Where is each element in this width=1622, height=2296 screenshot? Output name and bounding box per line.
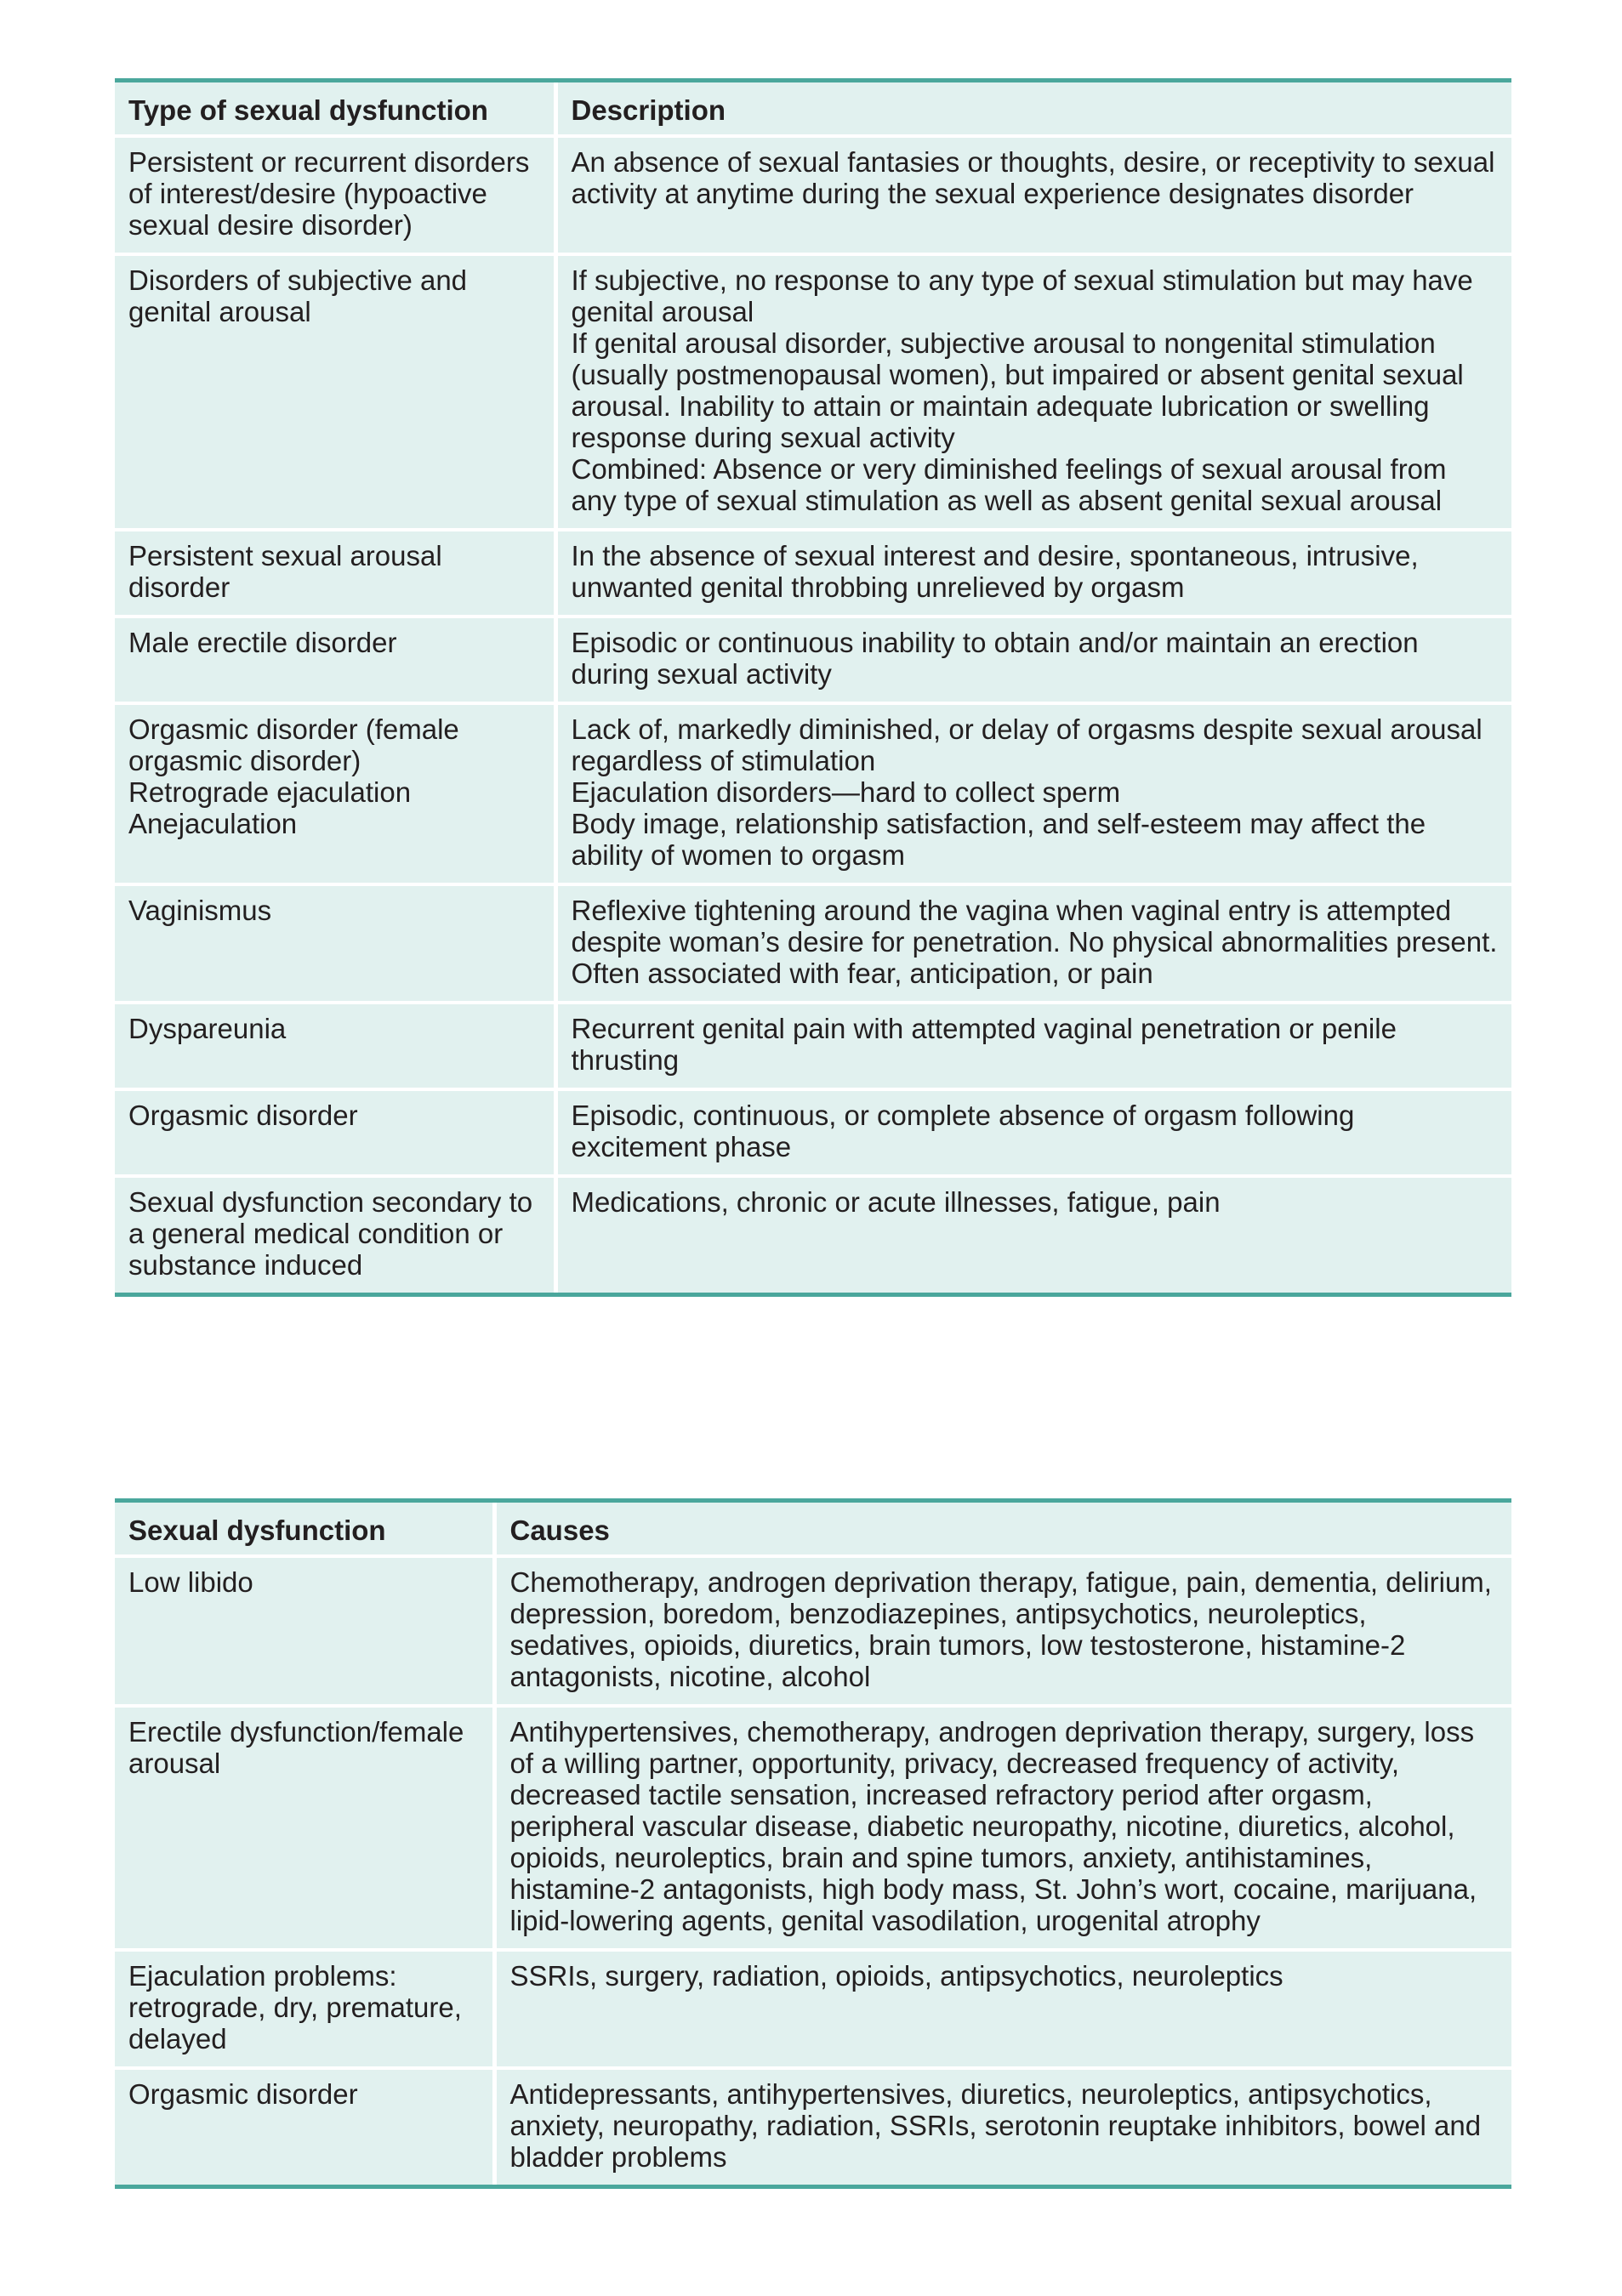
row-label-cell	[115, 617, 555, 703]
row-label-cell	[115, 136, 555, 254]
row-detail-cell	[555, 703, 1511, 884]
table-header-row	[115, 1501, 1511, 1557]
cell-text: Erectile dysfunction/female arousal	[128, 1716, 464, 1779]
cell-text: Anejaculation	[128, 808, 298, 839]
column-header-causes: Causes	[494, 1501, 1511, 1557]
cell-text: Retrograde ejaculation	[128, 776, 412, 808]
row-label-cell	[115, 703, 555, 884]
row-detail-cell	[494, 1950, 1511, 2068]
cell-text: Vaginismus	[128, 895, 272, 926]
cell-text: Persistent or recurrent disorders of interest/desire (hypoactive sexual desire disorder)	[128, 146, 530, 241]
cell-text: Orgasmic disorder	[128, 2078, 358, 2110]
table-row	[115, 530, 1511, 617]
row-detail-cell	[555, 254, 1511, 530]
dysfunction-causes-table	[115, 1498, 1511, 2189]
table-row	[115, 703, 1511, 884]
table-row	[115, 884, 1511, 1003]
row-detail-cell	[555, 884, 1511, 1003]
table-row	[115, 617, 1511, 703]
cell-text: Dyspareunia	[128, 1013, 287, 1044]
cell-text: Male erectile disorder	[128, 627, 397, 658]
row-detail-cell	[555, 136, 1511, 254]
table-body	[115, 1556, 1511, 2187]
cell-text: Ejaculation problems: retrograde, dry, premature, delayed	[128, 1960, 462, 2054]
row-detail-cell	[555, 1003, 1511, 1089]
column-header-type: Type of sexual dysfunction	[115, 81, 555, 137]
row-detail-cell	[555, 1089, 1511, 1176]
row-detail-cell	[555, 1176, 1511, 1295]
row-label-cell	[115, 254, 555, 530]
table-row	[115, 1950, 1511, 2068]
cell-text: Disorders of subjective and genital arousal	[128, 264, 468, 327]
row-label-cell	[115, 2068, 494, 2187]
cell-text: If subjective, no response to any type of sexual stimulation but may have genital arousal	[571, 264, 1473, 327]
row-label-cell	[115, 530, 555, 617]
row-detail-cell	[555, 530, 1511, 617]
cell-text: Episodic, continuous, or complete absence of orgasm following excitement phase	[571, 1100, 1355, 1162]
row-detail-cell	[555, 617, 1511, 703]
table-body	[115, 136, 1511, 1295]
cell-text: Sexual dysfunction secondary to a general medical condition or substance induced	[128, 1186, 533, 1281]
column-header-sexual-dysfunction: Sexual dysfunction	[115, 1501, 494, 1557]
table-row	[115, 254, 1511, 530]
row-label-cell	[115, 1176, 555, 1295]
table-row	[115, 2068, 1511, 2187]
row-detail-cell	[494, 1706, 1511, 1950]
table-header-row	[115, 81, 1511, 137]
cell-text: Lack of, markedly diminished, or delay of orgasms despite sexual arousal regardless of stimulation	[571, 713, 1483, 776]
cell-text: Chemotherapy, androgen deprivation therapy, fatigue, pain, dementia, delirium, depression, boredom, benzodiazepines, antipsychotics, neuroleptics, sedatives, opioids, diuretics, brain tumors, low testosterone, histamine-2 antagonists, nicotine, alcohol	[509, 1566, 1492, 1692]
row-detail-cell	[494, 1556, 1511, 1706]
row-label-cell	[115, 884, 555, 1003]
table-row	[115, 1706, 1511, 1950]
cell-text: Medications, chronic or acute illnesses, fatigue, pain	[571, 1186, 1221, 1218]
column-header-description: Description	[555, 81, 1511, 137]
row-label-cell	[115, 1706, 494, 1950]
table-row	[115, 136, 1511, 254]
cell-text: Combined: Absence or very diminished feelings of sexual arousal from any type of sexual stimulation as well as absent genital sexual arousal	[571, 453, 1447, 516]
row-detail-cell	[494, 2068, 1511, 2187]
cell-text: Ejaculation disorders—hard to collect sperm	[571, 776, 1121, 808]
table-row	[115, 1176, 1511, 1295]
cell-text: Persistent sexual arousal disorder	[128, 540, 442, 603]
table-row	[115, 1089, 1511, 1176]
row-label-cell	[115, 1003, 555, 1089]
table-row	[115, 1003, 1511, 1089]
cell-text: Episodic or continuous inability to obtain and/or maintain an erection during sexual activity	[571, 627, 1419, 690]
dysfunction-types-table	[115, 78, 1511, 1297]
cell-text: Recurrent genital pain with attempted vaginal penetration or penile thrusting	[571, 1013, 1397, 1076]
cell-text: Orgasmic disorder (female orgasmic disorder)	[128, 713, 459, 776]
row-label-cell	[115, 1950, 494, 2068]
cell-text: Antidepressants, antihypertensives, diuretics, neuroleptics, antipsychotics, anxiety, neuropathy, radiation, SSRIs, serotonin reuptake inhibitors, bowel and bladder problems	[509, 2078, 1482, 2173]
cell-text: Reflexive tightening around the vagina when vaginal entry is attempted despite woman’s desire for penetration. No physical abnormalities present. Often associated with fear, anticipation, or pain	[571, 895, 1498, 989]
cell-text: Orgasmic disorder	[128, 1100, 358, 1131]
cell-text: In the absence of sexual interest and desire, spontaneous, intrusive, unwanted genital throbbing unrelieved by orgasm	[571, 540, 1419, 603]
cell-text: If genital arousal disorder, subjective arousal to nongenital stimulation (usually postmenopausal women), but impaired or absent genital sexual arousal. Inability to attain or maintain adequate lubrication or swelling response during sexual activity	[571, 327, 1464, 453]
row-label-cell	[115, 1089, 555, 1176]
cell-text: Antihypertensives, chemotherapy, androgen deprivation therapy, surgery, loss of a willing partner, opportunity, privacy, decreased frequency of activity, decreased tactile sensation, increased refractory period after orgasm, peripheral vascular disease, diabetic neuropathy, nicotine, diuretics, alcohol, opioids, neuroleptics, brain and spine tumors, anxiety, antihistamines, histamine-2 antagonists, high body mass, St. John’s wort, cocaine, marijuana, lipid-lowering agents, genital vasodilation, urogenital atrophy	[509, 1716, 1477, 1936]
row-label-cell	[115, 1556, 494, 1706]
cell-text: An absence of sexual fantasies or thoughts, desire, or receptivity to sexual activity at anytime during the sexual experience designates disorder	[571, 146, 1495, 209]
cell-text: SSRIs, surgery, radiation, opioids, antipsychotics, neuroleptics	[509, 1960, 1283, 1992]
cell-text: Low libido	[128, 1566, 253, 1598]
cell-text: Body image, relationship satisfaction, and self-esteem may affect the ability of women to orgasm	[571, 808, 1426, 871]
table-row	[115, 1556, 1511, 1706]
